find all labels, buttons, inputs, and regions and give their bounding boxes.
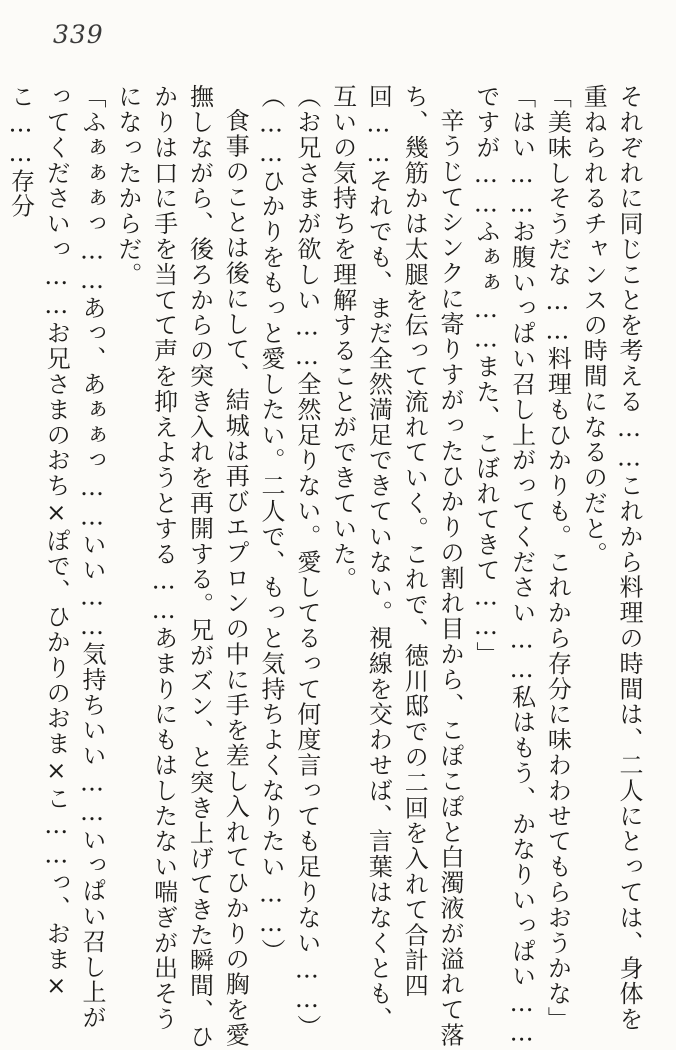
paragraph: （お兄さまが欲しい……全然足りない。愛してるって何度言っても足りない……）	[292, 84, 321, 1040]
paragraph: 「美味しそうだな……料理もひかりも。これから存分に味わわせてもらおうかな」	[543, 84, 572, 1032]
paragraph: 「はい……お腹いっぱい召し上がってください……私はもう、かなりいっぱい……ですが……ふぁぁ……また、こぼれてきて……」	[471, 84, 536, 1048]
page-number: 339	[53, 20, 104, 49]
vertical-text-block	[6, 84, 646, 1050]
paragraph: 「ふぁぁぁっ……あっ、あぁぁっ……いい……気持ちいい……いっぱい召し上がってくださいっ……お兄さまのおち×ぽで、ひかりのおま×こ……っ、おま×こ……存分	[6, 84, 107, 1031]
paragraph: それぞれに同じことを考える……これから料理の時間は、二人にとっては、身体を重ねられるチャンスの時間になるのだと。	[579, 84, 643, 1032]
paragraph: 辛うじてシンクに寄りすがったひかりの割れ目から、こぽこぽと白濁液が溢れて落ち、幾筋かは太腿を伝って流れていく。これで、徳川邸での二回を入れて合計四回……それでも、まだ全然満足できていない。視線を交わせば、言葉はなくとも、互いの気持ちを理解することができていた。	[328, 84, 465, 1048]
paragraph: 食事のことは後にして、結城は再びエプロンの中に手を差し入れてひかりの胸を愛撫しながら、後ろからの突き入れを再開する。兄がズン、と突き上げてきた瞬間、ひかりは口に手を当てて声を抑えようとする……あまりにもはしたない喘ぎが出そうになったからだ。	[113, 84, 250, 1050]
paragraph: （……ひかりをもっと愛したい。二人で、もっと気持ちよくなりたい……）	[257, 84, 286, 964]
